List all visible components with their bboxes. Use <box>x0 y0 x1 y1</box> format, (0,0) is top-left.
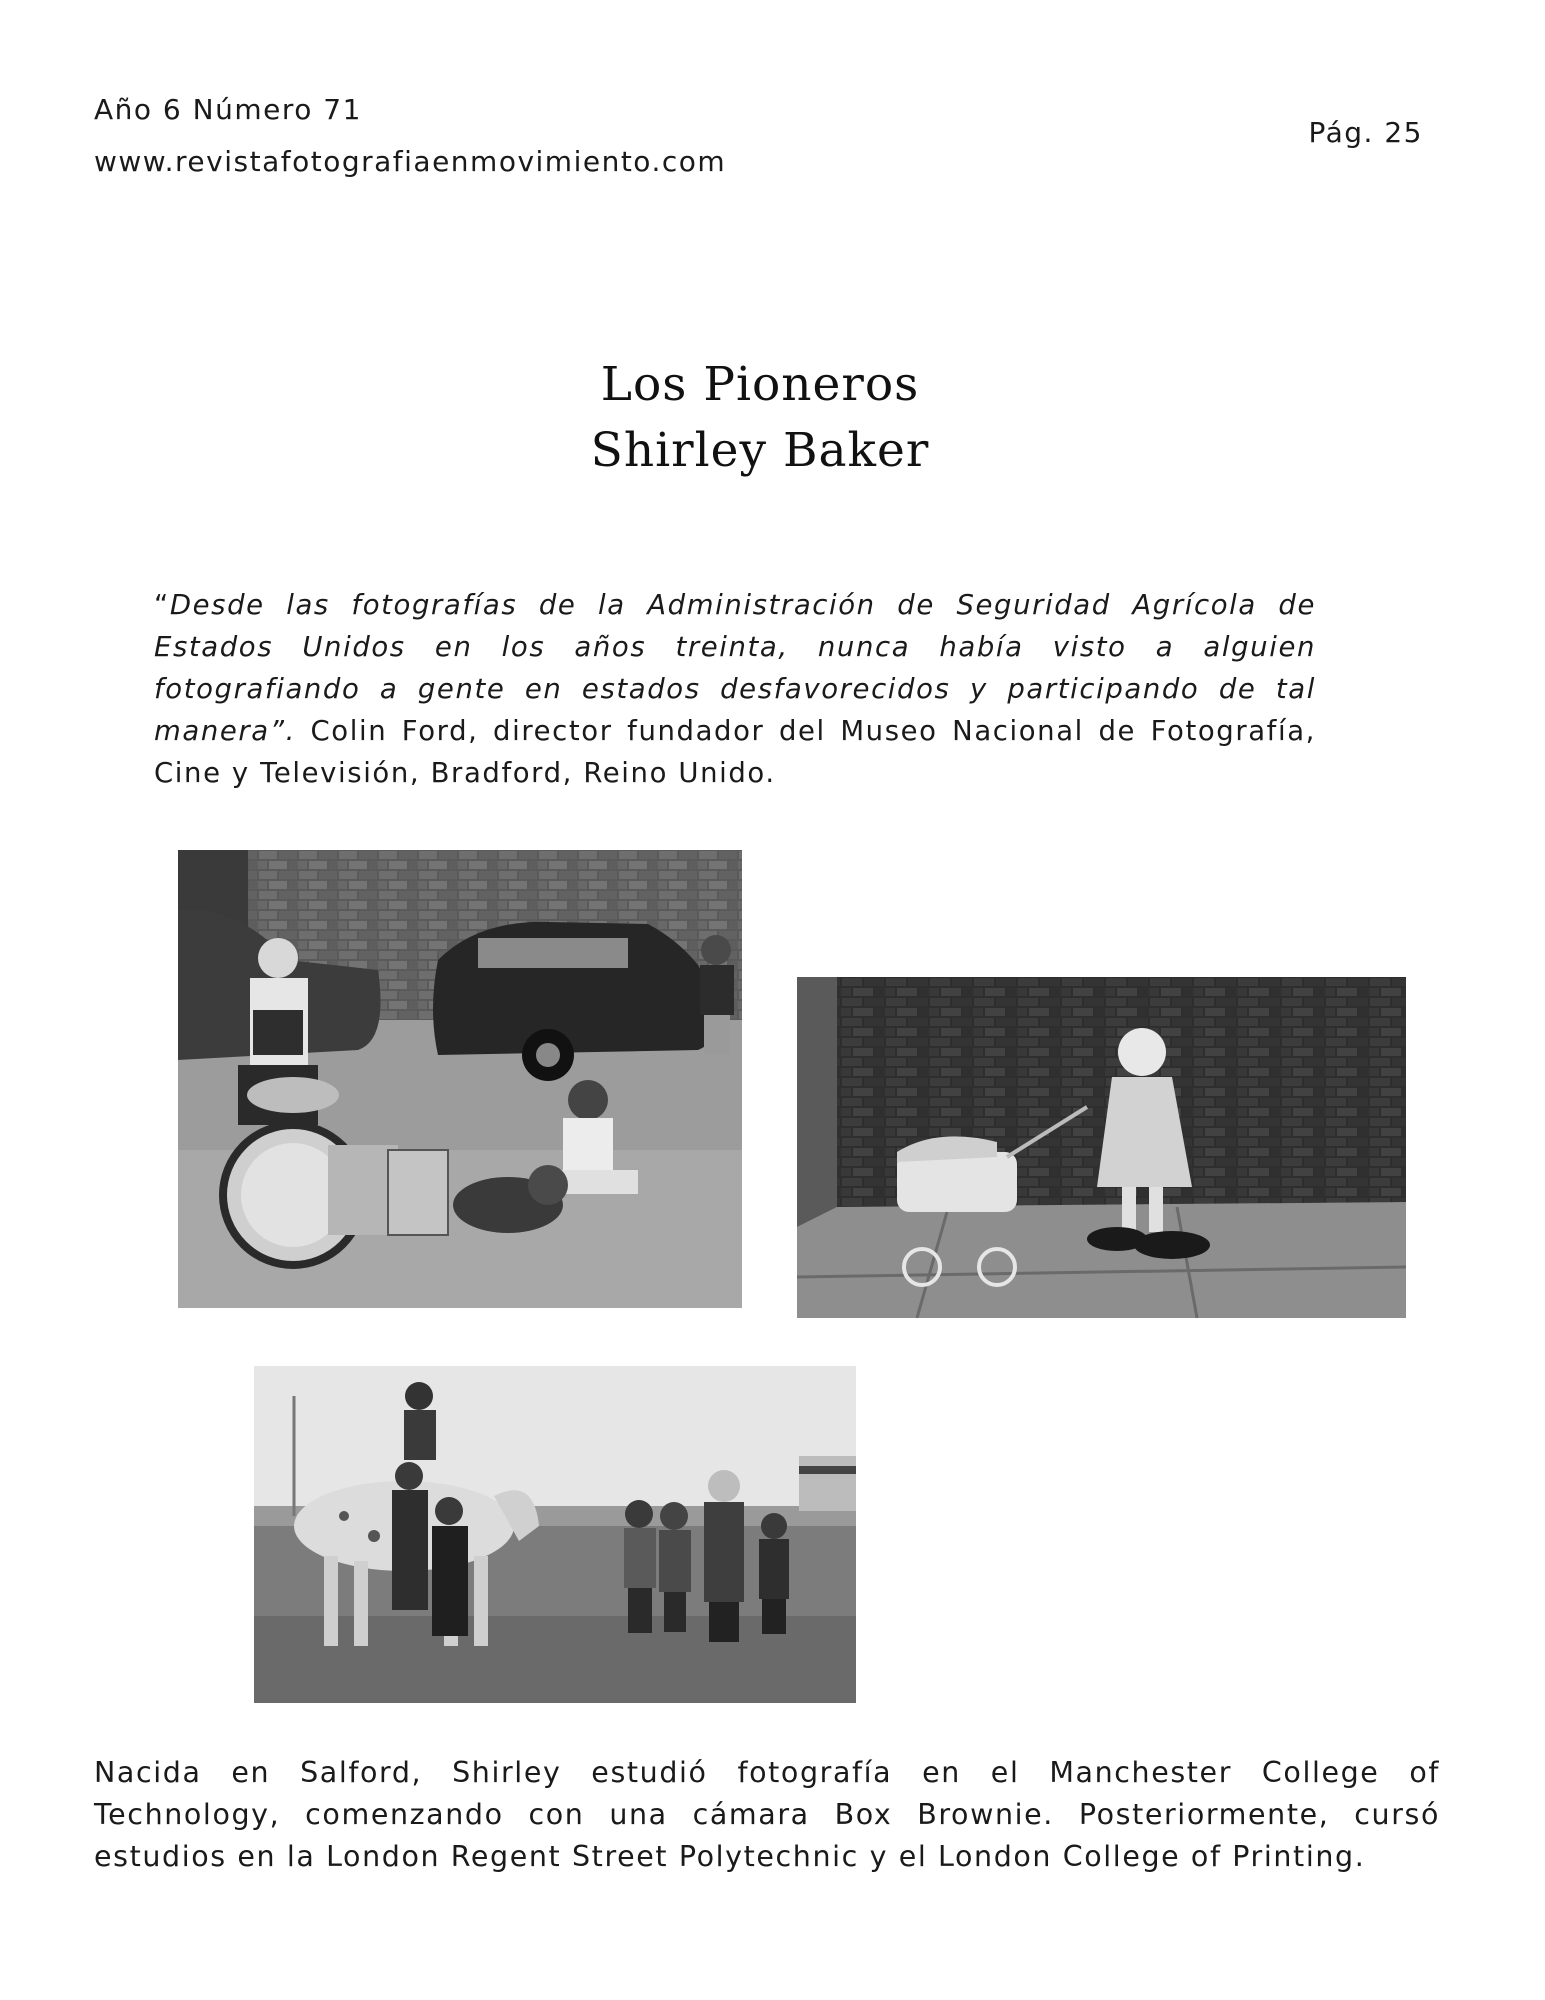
photo-girl-with-pram <box>797 977 1406 1318</box>
opening-quote <box>154 584 1316 794</box>
article-title <box>500 352 1020 484</box>
title-line-1: Los Pioneros <box>600 357 920 412</box>
page-number: Pág. 25 <box>1308 116 1423 149</box>
photo-girl-with-pram-image <box>797 977 1406 1318</box>
photo-street-musician <box>178 850 742 1308</box>
title-line-2: Shirley Baker <box>590 423 930 478</box>
website-url[interactable]: www.revistafotografiaenmovimiento.com <box>94 145 727 178</box>
issue-number: Año 6 Número 71 <box>94 93 362 126</box>
photo-street-musician-image <box>178 850 742 1308</box>
quote-text: Desde las fotografías de la Administración de Seguridad Agrícola de Estados Unidos en los años treinta, nunca había visto a alguien fotografiando a gente en estados desfavorecidos y participando de tal manera”. <box>154 589 1316 747</box>
photo-children-with-horse <box>254 1366 856 1703</box>
photo-children-with-horse-image <box>254 1366 856 1703</box>
body-paragraph: Nacida en Salford, Shirley estudió fotografía en el Manchester College of Technology, comenzando con una cámara Box Brownie. Posteriormente, cursó estudios en la London Regent Street Polytechnic y el London College of Printing. <box>94 1756 1440 1873</box>
header-info <box>94 84 726 188</box>
quote-mark: “ <box>154 589 170 621</box>
quote-attribution: Colin Ford, director fundador del Museo Nacional de Fotografía, Cine y Televisión, Bradford, Reino Unido. <box>154 715 1316 789</box>
